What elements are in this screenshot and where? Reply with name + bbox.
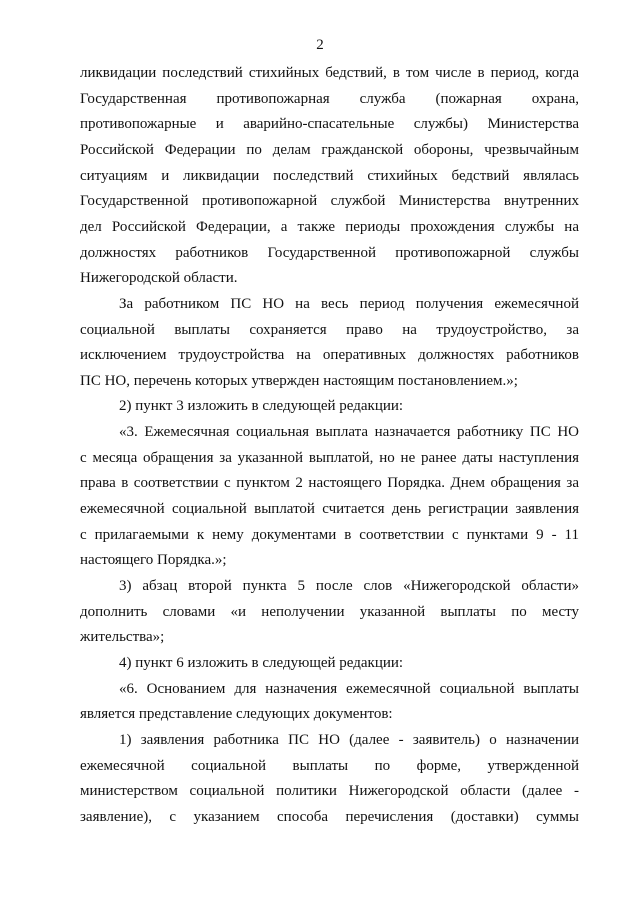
text-line: «6. Основанием для назначения ежемесячной социальной выплаты — [119, 680, 579, 697]
text-line: ситуациям и ликвидации последствий стихийных бедствий являлась — [80, 167, 579, 184]
text-line: с месяца обращения за указанной выплатой, но не ранее даты наступления — [80, 449, 579, 466]
text-line: настоящего Порядка.»; — [80, 552, 227, 569]
text-line: права в соответствии с пунктом 2 настоящего Порядка. Днем обращения за — [80, 475, 579, 492]
text-line: Государственная противопожарная служба (пожарная охрана, — [80, 90, 579, 107]
text-line: 4) пункт 6 изложить в следующей редакции: — [119, 654, 404, 671]
text-line: ликвидации последствий стихийных бедствий, в том числе в период, когда — [80, 65, 579, 81]
text-line: ежемесячной социальной выплаты по форме, утвержденной — [80, 757, 579, 774]
text-line: заявление), с указанием способа перечисления (доставки) суммы — [80, 808, 579, 825]
text-line: исключением трудоустройства на оперативных должностях работников — [80, 347, 579, 364]
text-line: 2) пункт 3 изложить в следующей редакции: — [119, 398, 404, 415]
text-line: ежемесячной социальной выплатой считается день регистрации заявления — [80, 501, 579, 518]
page-number: 2 — [316, 37, 324, 53]
text-line: дел Российской Федерации, а также периоды прохождения службы на — [80, 218, 579, 235]
text-line: противопожарные и аварийно-спасательные службы) Министерства — [80, 116, 579, 133]
text-line: министерством социальной политики Нижегородской области (далее - — [80, 783, 579, 800]
text-line: За работником ПС НО на весь период получения ежемесячной — [119, 295, 579, 312]
text-line: 1) заявления работника ПС НО (далее - заявитель) о назначении — [119, 731, 579, 748]
text-line: Российской Федерации по делам гражданской обороны, чрезвычайным — [80, 141, 579, 158]
text-line: Нижегородской области. — [80, 270, 238, 287]
text-line: с прилагаемыми к нему документами в соответствии с пунктами 9 - 11 — [80, 526, 579, 543]
text-line: 3) абзац второй пункта 5 после слов «Нижегородской области» — [119, 578, 579, 594]
text-line: дополнить словами «и неполучении указанной выплаты по месту — [80, 603, 579, 620]
text-line: ПС НО, перечень которых утвержден настоящим постановлением.»; — [80, 372, 518, 389]
text-line: социальной выплаты сохраняется право на трудоустройство, за — [80, 321, 579, 338]
text-line: является представление следующих документов: — [80, 706, 393, 723]
text-line: должностях работников Государственной противопожарной службы — [80, 244, 579, 261]
text-line: жительства»; — [80, 629, 165, 646]
text-line: Государственной противопожарной службой Министерства внутренних — [80, 193, 579, 210]
text-line: «3. Ежемесячная социальная выплата назначается работнику ПС НО — [119, 424, 579, 441]
